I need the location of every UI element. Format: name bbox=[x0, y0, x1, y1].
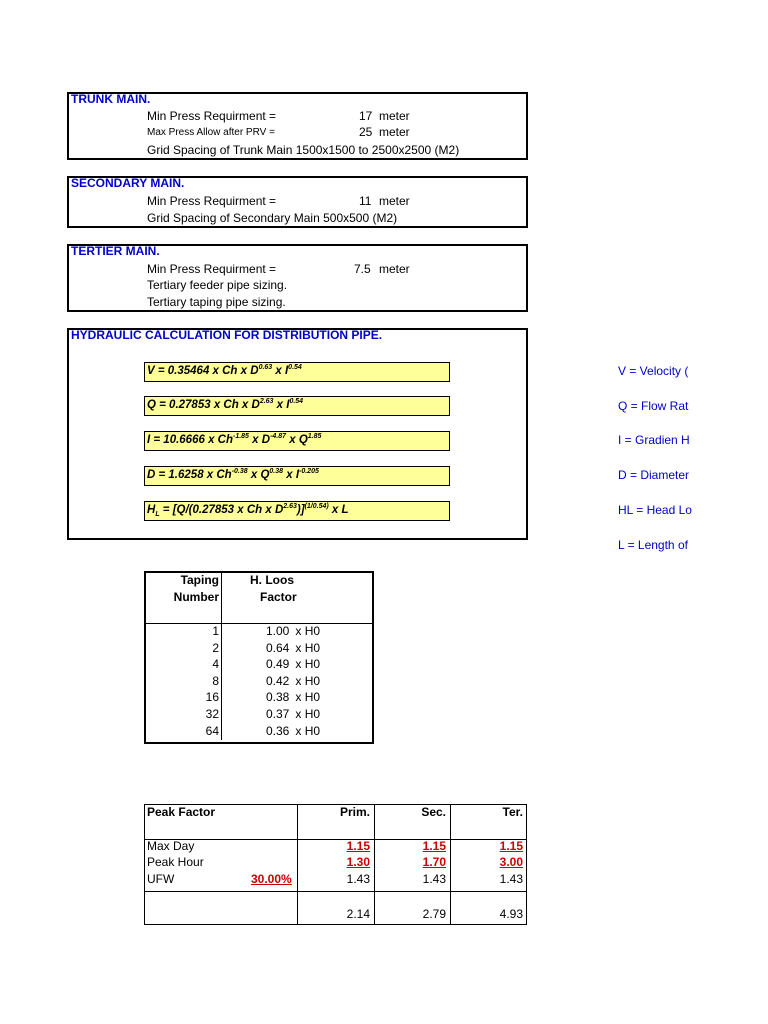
legend-head-loss: HL = Head Lo bbox=[618, 503, 692, 517]
total-prim: 2.14 bbox=[346, 907, 370, 921]
hloss-header-line1: H. Loos bbox=[250, 573, 294, 587]
tertier-min-press-value: 7.5 bbox=[354, 262, 371, 276]
ufw-ter: 1.43 bbox=[499, 872, 523, 886]
taping-row bbox=[146, 641, 372, 658]
hloss-unit: x H0 bbox=[295, 673, 321, 688]
peak-hour-ter: 3.00 bbox=[499, 855, 523, 869]
flow-rate-formula: Q = 0.27853 x Ch x $D^{2.63}$ x $I^{0.54}$ bbox=[144, 396, 450, 416]
hloss-unit: x H0 bbox=[295, 624, 321, 638]
secondary-min-press-value: 11 bbox=[359, 194, 372, 208]
diameter-formula: D = 1.6258 x $Ch^{-0.38}$ x $Q^{0.38}$ x $I^{-0.205}$ bbox=[144, 466, 450, 486]
secondary-main-box bbox=[67, 176, 528, 228]
total-ter: 4.93 bbox=[499, 907, 523, 921]
gradient-formula: I = 10.6666 x $Ch^{-1.85}$ x $D^{-4.87}$ x $Q^{1.85}$ bbox=[144, 431, 450, 451]
max-day-label: Max Day bbox=[147, 839, 195, 853]
hloss-header-line2: Factor bbox=[260, 590, 297, 604]
sec-header: Sec. bbox=[421, 805, 446, 819]
secondary-main-title: SECONDARY MAIN. bbox=[71, 176, 185, 190]
tertier-taping-note: Tertiary taping pipe sizing. bbox=[147, 295, 286, 309]
hloss-factor: 0.38 bbox=[266, 690, 290, 705]
taping-number: 32 bbox=[146, 707, 222, 724]
peak-factor-table bbox=[144, 804, 527, 925]
peak-hour-label: Peak Hour bbox=[147, 855, 204, 869]
legend-length: L = Length of bbox=[618, 538, 688, 552]
taping-number: 1 bbox=[146, 624, 222, 641]
hloss-factor: 0.64 bbox=[266, 640, 290, 655]
velocity-formula: V = 0.35464 x Ch x $D^{0.63}$ x $I^{0.54}$ bbox=[144, 362, 450, 382]
max-day-prim: 1.15 bbox=[346, 839, 370, 853]
secondary-min-press-label: Min Press Requirment = bbox=[147, 194, 277, 208]
max-day-ter: 1.15 bbox=[499, 839, 523, 853]
legend-velocity: V = Velocity ( bbox=[618, 364, 689, 378]
peak-hour-prim: 1.30 bbox=[346, 855, 370, 869]
taping-number: 8 bbox=[146, 674, 222, 691]
tertier-min-press-label: Min Press Requirment = bbox=[147, 262, 277, 276]
taping-row bbox=[146, 724, 372, 741]
trunk-grid-note: Grid Spacing of Trunk Main 1500x1500 to 2500x2500 (M2) bbox=[147, 143, 460, 157]
secondary-min-press-unit: meter bbox=[379, 194, 410, 208]
hloss-unit: x H0 bbox=[295, 723, 321, 738]
hloss-factor: 0.49 bbox=[266, 657, 290, 672]
hloss-unit: x H0 bbox=[295, 640, 321, 655]
taping-header-line2: Number bbox=[173, 590, 219, 604]
legend-flow-rate: Q = Flow Rat bbox=[618, 399, 689, 413]
hydraulic-title: HYDRAULIC CALCULATION FOR DISTRIBUTION PIPE. bbox=[71, 328, 383, 342]
trunk-main-box bbox=[67, 92, 528, 160]
secondary-grid-note: Grid Spacing of Secondary Main 500x500 (M2) bbox=[147, 211, 398, 225]
taping-row bbox=[146, 657, 372, 674]
trunk-max-press-unit: meter bbox=[379, 125, 410, 139]
taping-number: 2 bbox=[146, 641, 222, 658]
hloss-unit: x H0 bbox=[295, 706, 321, 721]
hloss-factor: 1.00 bbox=[266, 624, 290, 638]
ter-header: Ter. bbox=[502, 805, 523, 819]
hloss-factor: 0.42 bbox=[266, 673, 290, 688]
taping-row bbox=[146, 690, 372, 707]
taping-row bbox=[146, 707, 372, 724]
taping-table-header bbox=[146, 573, 372, 624]
legend-diameter: D = Diameter bbox=[618, 468, 690, 482]
taping-row bbox=[146, 674, 372, 691]
legend-gradient: I = Gradien H bbox=[618, 433, 690, 447]
tertier-main-title: TERTIER MAIN. bbox=[71, 244, 160, 258]
head-loss-formula: $H_L = [Q/(0.27853$ x Ch x $D^{2.63})]^{(1/0.54)}$ x L bbox=[144, 501, 450, 521]
hloss-factor: 0.37 bbox=[266, 706, 290, 721]
hloss-unit: x H0 bbox=[295, 657, 321, 672]
peak-hour-sec: 1.70 bbox=[422, 855, 446, 869]
taping-table bbox=[144, 571, 374, 744]
peak-factor-title: Peak Factor bbox=[147, 805, 216, 819]
trunk-main-title: TRUNK MAIN. bbox=[71, 92, 151, 106]
taping-number: 64 bbox=[146, 724, 222, 741]
hloss-factor: 0.36 bbox=[266, 723, 290, 738]
hloss-unit: x H0 bbox=[295, 690, 321, 705]
ufw-percent: 30.00% bbox=[251, 872, 292, 886]
trunk-min-press-label: Min Press Requirment = bbox=[147, 109, 277, 123]
ufw-prim: 1.43 bbox=[346, 872, 370, 886]
taping-number: 4 bbox=[146, 657, 222, 674]
trunk-min-press-value: 17 bbox=[359, 109, 373, 123]
tertier-feeder-note: Tertiary feeder pipe sizing. bbox=[147, 278, 288, 292]
prim-header: Prim. bbox=[339, 805, 370, 819]
trunk-min-press-unit: meter bbox=[379, 109, 410, 123]
ufw-sec: 1.43 bbox=[422, 872, 446, 886]
tertier-main-box bbox=[67, 244, 528, 312]
trunk-max-press-label: Max Press Allow after PRV = bbox=[147, 127, 275, 138]
taping-row bbox=[146, 624, 372, 641]
trunk-max-press-value: 25 bbox=[359, 125, 373, 139]
taping-header-line1: Taping bbox=[180, 573, 219, 587]
ufw-label: UFW bbox=[147, 872, 175, 886]
max-day-sec: 1.15 bbox=[422, 839, 446, 853]
total-sec: 2.79 bbox=[422, 907, 446, 921]
taping-number: 16 bbox=[146, 690, 222, 707]
tertier-min-press-unit: meter bbox=[379, 262, 410, 276]
